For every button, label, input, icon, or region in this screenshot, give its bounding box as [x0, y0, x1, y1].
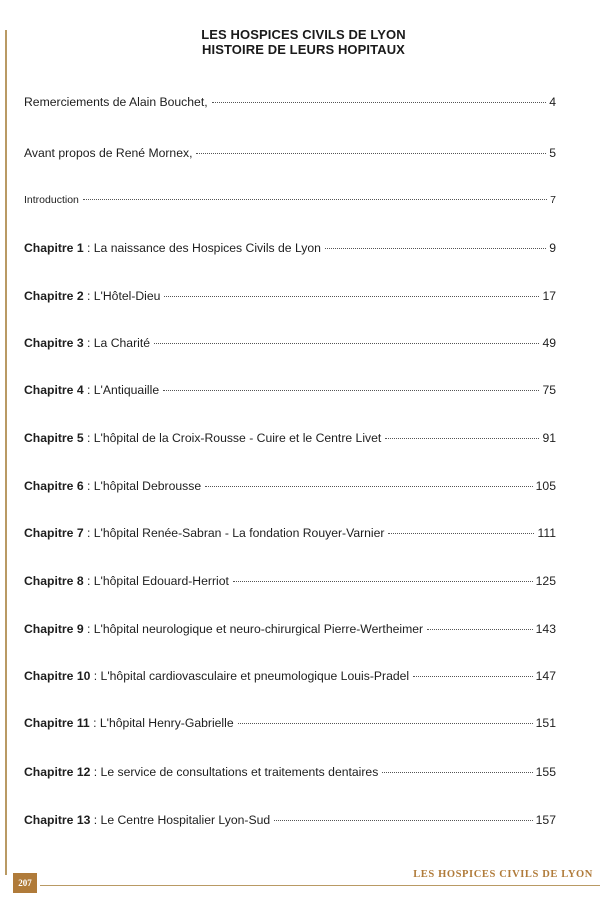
running-title: LES HOSPICES CIVILS DE LYON: [413, 869, 593, 880]
toc-chapter-number: Chapitre 12: [24, 765, 91, 779]
toc-entry-page: 151: [535, 716, 556, 730]
toc-entry-chapitre-7[interactable]: [24, 526, 556, 540]
toc-leader-dots: [382, 772, 532, 773]
toc-entry-page: 9: [549, 241, 556, 255]
toc-entry-title: : L'hôpital Edouard-Herriot: [83, 574, 229, 588]
toc-chapter-number: Chapitre 6: [24, 479, 84, 493]
toc-entry-chapitre-12[interactable]: [24, 765, 556, 779]
toc-entry-page: 155: [535, 765, 556, 779]
toc-entry-title: Remerciements de Alain Bouchet,: [24, 95, 208, 109]
toc-chapter-number: Chapitre 13: [24, 813, 91, 827]
toc-leader-dots: [205, 486, 533, 487]
toc-chapter-number: Chapitre 11: [24, 716, 90, 730]
toc-chapter-number: Chapitre 7: [24, 526, 84, 540]
toc-chapter-number: Chapitre 4: [24, 383, 84, 397]
toc-leader-dots: [325, 248, 546, 249]
toc-entry-title: : Le Centre Hospitalier Lyon-Sud: [90, 813, 271, 827]
toc-entry-page: 4: [549, 95, 556, 109]
book-subtitle: HISTOIRE DE LEURS HOPITAUX: [202, 42, 405, 57]
toc-entry-remerciements[interactable]: [24, 95, 556, 109]
toc-leader-dots: [238, 723, 533, 724]
left-margin-rule: [5, 30, 7, 875]
toc-entry-title: : L'Hôtel-Dieu: [83, 289, 161, 303]
toc-entry-chapitre-2[interactable]: [24, 289, 556, 303]
toc-entry-page: 125: [535, 574, 556, 588]
toc-chapter-number: Chapitre 5: [24, 431, 84, 445]
toc-chapter-number: Chapitre 8: [24, 574, 84, 588]
toc-chapter-number: Chapitre 3: [24, 336, 84, 350]
toc-entry-chapitre-9[interactable]: [24, 622, 556, 636]
footer-rule: [40, 885, 600, 886]
toc-entry-page: 143: [535, 622, 556, 636]
toc-entry-page: 157: [535, 813, 556, 827]
toc-entry-chapitre-1[interactable]: [24, 241, 556, 255]
toc-entry-title: : Le service de consultations et traitements dentaires: [90, 765, 379, 779]
toc-entry-page: 49: [542, 336, 556, 350]
toc-entry-chapitre-11[interactable]: [24, 716, 556, 730]
page-number-badge: 207: [13, 873, 37, 893]
toc-entry-chapitre-8[interactable]: [24, 574, 556, 588]
toc-entry-title: Introduction: [24, 194, 79, 206]
toc-entry-title: : L'hôpital neurologique et neuro-chirurgical Pierre-Wertheimer: [83, 622, 424, 636]
toc-leader-dots: [196, 153, 546, 154]
toc-entry-page: 7: [550, 194, 556, 206]
toc-chapter-number: Chapitre 10: [24, 669, 91, 683]
toc-leader-dots: [385, 438, 539, 439]
toc-entry-page: 17: [542, 289, 556, 303]
toc-entry-chapitre-5[interactable]: [24, 431, 556, 445]
toc-entry-chapitre-10[interactable]: [24, 669, 556, 683]
toc-entry-title: : L'hôpital de la Croix-Rousse - Cuire et le Centre Livet: [83, 431, 382, 445]
toc-entry-title: : L'hôpital cardiovasculaire et pneumologique Louis-Pradel: [90, 669, 410, 683]
toc-leader-dots: [427, 629, 533, 630]
toc-entry-page: 91: [542, 431, 556, 445]
toc-leader-dots: [164, 296, 539, 297]
toc-entry-title: : La Charité: [83, 336, 150, 350]
toc-entry-page: 111: [537, 526, 556, 540]
book-title: LES HOSPICES CIVILS DE LYON: [201, 27, 406, 42]
toc-leader-dots: [163, 390, 539, 391]
toc-chapter-number: Chapitre 1: [24, 241, 84, 255]
toc-leader-dots: [154, 343, 539, 344]
toc-entry-page: 105: [535, 479, 556, 493]
toc-entry-title: : La naissance des Hospices Civils de Lyon: [83, 241, 321, 255]
toc-leader-dots: [212, 102, 547, 103]
toc-entry-chapitre-3[interactable]: [24, 336, 556, 350]
toc-leader-dots: [413, 676, 533, 677]
toc-chapter-number: Chapitre 2: [24, 289, 84, 303]
toc-leader-dots: [388, 533, 534, 534]
toc-entry-chapitre-6[interactable]: [24, 479, 556, 493]
toc-entry-avant-propos[interactable]: [24, 146, 556, 160]
toc-chapter-number: Chapitre 9: [24, 622, 84, 636]
toc-entry-title: : L'hôpital Renée-Sabran - La fondation Rouyer-Varnier: [83, 526, 385, 540]
toc-entry-page: 75: [542, 383, 556, 397]
toc-entry-page: 147: [535, 669, 556, 683]
toc-leader-dots: [274, 820, 533, 821]
toc-entry-chapitre-13[interactable]: [24, 813, 556, 827]
toc-leader-dots: [233, 581, 533, 582]
toc-entry-page: 5: [549, 146, 556, 160]
toc-entry-title: : L'hôpital Debrousse: [83, 479, 202, 493]
toc-entry-title: Avant propos de René Mornex,: [24, 146, 193, 160]
toc-entry-title: : L'hôpital Henry-Gabrielle: [89, 716, 234, 730]
toc-entry-introduction[interactable]: [24, 194, 556, 206]
toc-entry-chapitre-4[interactable]: [24, 383, 556, 397]
toc-leader-dots: [83, 199, 547, 200]
toc-entry-title: : L'Antiquaille: [83, 383, 160, 397]
